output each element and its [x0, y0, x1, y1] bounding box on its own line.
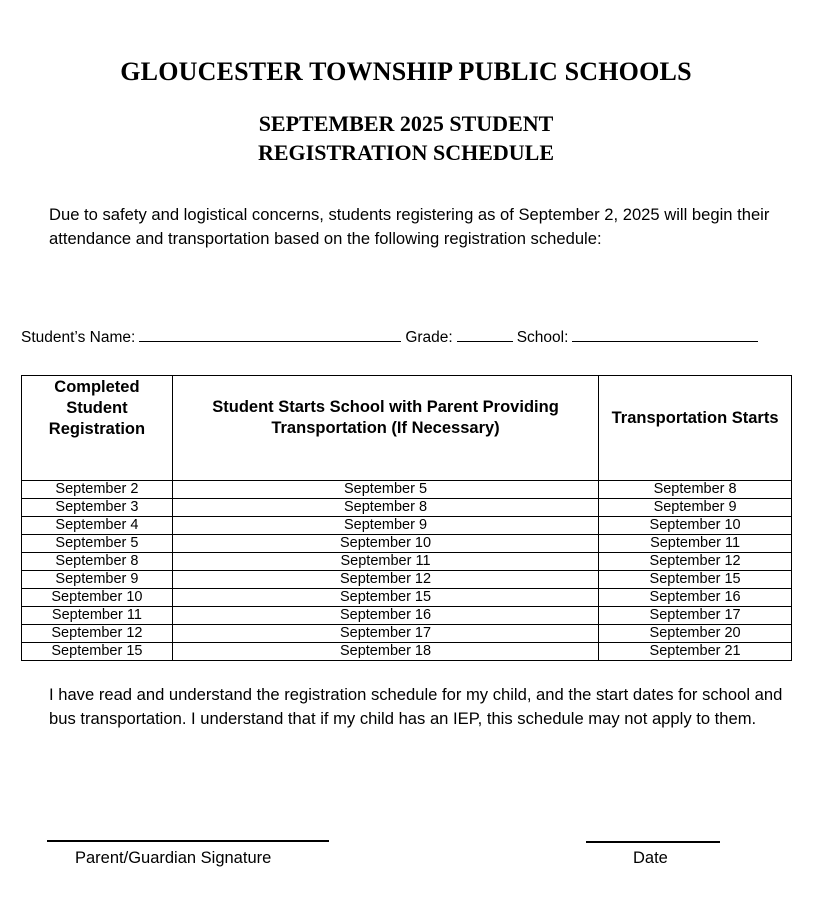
table-row	[22, 607, 792, 625]
registration-date-cell: September 10	[22, 589, 173, 607]
date-line[interactable]	[586, 841, 720, 843]
transportation-start-date-cell: September 20	[599, 625, 792, 643]
transportation-start-date-cell: September 17	[599, 607, 792, 625]
registration-date-cell: September 9	[22, 571, 173, 589]
registration-date-cell: September 4	[22, 517, 173, 535]
district-title: GLOUCESTER TOWNSHIP PUBLIC SCHOOLS	[120, 57, 692, 86]
grade-label: Grade:	[405, 329, 453, 346]
table-row	[22, 499, 792, 517]
title-line-2: REGISTRATION SCHEDULE	[257, 140, 555, 165]
registration-date-cell: September 2	[22, 481, 173, 499]
transportation-start-date-cell: September 12	[599, 553, 792, 571]
school-start-date-cell: September 12	[172, 571, 598, 589]
school-label: School:	[516, 329, 569, 346]
student-name-field[interactable]	[139, 327, 401, 342]
registration-date-cell: September 11	[22, 607, 173, 625]
school-start-date-cell: September 11	[172, 553, 598, 571]
school-start-date-cell: September 17	[172, 625, 598, 643]
date-label: Date	[633, 849, 668, 867]
registration-date-cell: September 8	[22, 553, 173, 571]
title-line-1: SEPTEMBER 2025 STUDENT	[258, 111, 554, 136]
transportation-start-date-cell: September 9	[599, 499, 792, 517]
transportation-start-date-cell: September 15	[599, 571, 792, 589]
table-row	[22, 643, 792, 661]
school-start-date-cell: September 10	[172, 535, 598, 553]
table-row	[22, 517, 792, 535]
school-field[interactable]	[572, 327, 758, 342]
school-start-date-cell: September 8	[172, 499, 598, 517]
acknowledgement-paragraph: I have read and understand the registration schedule for my child, and the start dates for school and bus transportation. I understand that if my child has an IEP, this schedule may not apply to them.	[49, 685, 783, 728]
table-row	[22, 571, 792, 589]
transportation-start-date-cell: September 10	[599, 517, 792, 535]
table-row	[22, 589, 792, 607]
transportation-start-date-cell: September 8	[599, 481, 792, 499]
intro-paragraph: Due to safety and logistical concerns, students registering as of September 2, 2025 will begin their attendance and transportation based on the following registration schedule:	[49, 205, 770, 248]
table-row	[22, 535, 792, 553]
table-header-row	[22, 376, 792, 481]
school-start-date-cell: September 15	[172, 589, 598, 607]
header-transportation-starts: Transportation Starts	[599, 376, 792, 481]
signature-label: Parent/Guardian Signature	[75, 849, 272, 867]
header-completed-registration: Completed Student Registration	[22, 376, 173, 481]
registration-schedule-table	[21, 375, 792, 661]
page-title	[0, 109, 812, 167]
registration-date-cell: September 15	[22, 643, 173, 661]
student-info-fields	[21, 327, 762, 347]
school-start-date-cell: September 18	[172, 643, 598, 661]
table-row	[22, 481, 792, 499]
header-student-starts-school: Student Starts School with Parent Providing Transportation (If Necessary)	[172, 376, 598, 481]
grade-field[interactable]	[457, 327, 513, 342]
transportation-start-date-cell: September 21	[599, 643, 792, 661]
transportation-start-date-cell: September 11	[599, 535, 792, 553]
table-row	[22, 553, 792, 571]
school-start-date-cell: September 9	[172, 517, 598, 535]
table-row	[22, 625, 792, 643]
transportation-start-date-cell: September 16	[599, 589, 792, 607]
school-start-date-cell: September 16	[172, 607, 598, 625]
school-start-date-cell: September 5	[172, 481, 598, 499]
registration-date-cell: September 5	[22, 535, 173, 553]
student-name-label: Student’s Name:	[21, 329, 136, 346]
registration-date-cell: September 3	[22, 499, 173, 517]
registration-date-cell: September 12	[22, 625, 173, 643]
signature-line[interactable]	[47, 840, 329, 842]
